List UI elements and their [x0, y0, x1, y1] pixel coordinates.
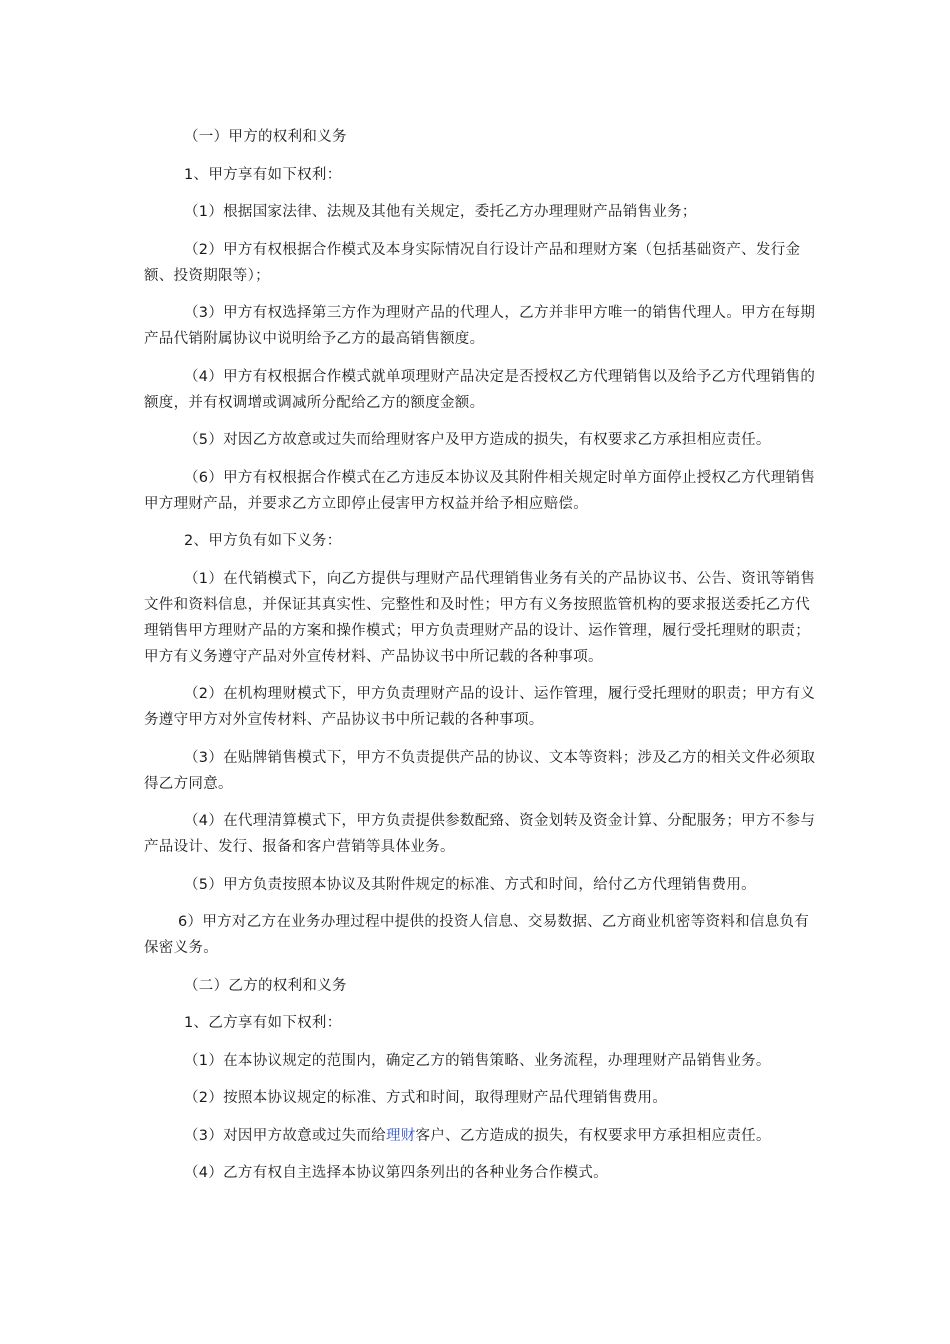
- clause-a-duty-4: （4）在代理清算模式下，甲方负责提供参数配臵、资金划转及资金计算、分配服务；甲方不参与产品设计、发行、报备和客户营销等具体业务。: [144, 813, 816, 855]
- licai-link[interactable]: 理财: [385, 1127, 416, 1144]
- clause-a-right-1: （1）根据国家法律、法规及其他有关规定，委托乙方办理理财产品销售业务；: [184, 204, 697, 220]
- document-page: [144, 124, 820, 1198]
- clause-a-duty-5: （5）甲方负责按照本协议及其附件规定的标准、方式和时间，给付乙方代理销售费用。: [184, 876, 756, 893]
- clause-a-right-5: （5）对因乙方故意或过失而给理财客户及甲方造成的损失，有权要求乙方承担相应责任。: [184, 432, 771, 448]
- section-heading-party-a: （一）甲方的权利和义务: [184, 129, 347, 145]
- subheading-party-b-rights: 1、乙方享有如下权利：: [184, 1015, 342, 1031]
- clause-a-right-2: （2）甲方有权根据合作模式及本身实际情况自行设计产品和理财方案（包括基础资产、发行金额、投资期限等）；: [144, 241, 801, 284]
- clause-a-duty-1: （1）在代销模式下，向乙方提供与理财产品代理销售业务有关的产品协议书、公告、资讯等销售文件和资料信息，并保证其真实性、完整性和及时性；甲方有义务按照监管机构的要求报送委托乙方代理销售甲方理财产品的方案和操作模式；甲方负责理财产品的设计、运作管理，履行受托理财的职责；甲方有义务遵守产品对外宣传材料、产品协议书中所记载的各种事项。: [144, 570, 816, 665]
- clause-b-right-3: [144, 1123, 820, 1149]
- clause-a-duty-2: （2）在机构理财模式下，甲方负责理财产品的设计、运作管理，履行受托理财的职责；甲方有义务遵守甲方对外宣传材料、产品协议书中所记载的各种事项。: [144, 686, 816, 728]
- clause-a-right-4: （4）甲方有权根据合作模式就单项理财产品决定是否授权乙方代理销售以及给予乙方代理销售的额度，并有权调增或调减所分配给乙方的额度金额。: [144, 368, 816, 411]
- clause-a-right-6: （6）甲方有权根据合作模式在乙方违反本协议及其附件相关规定时单方面停止授权乙方代理销售甲方理财产品，并要求乙方立即停止侵害甲方权益并给予相应赔偿。: [144, 469, 816, 512]
- subheading-party-a-duties: 2、甲方负有如下义务：: [184, 533, 342, 549]
- clause-b-right-4: （4）乙方有权自主选择本协议第四条列出的各种业务合作模式。: [184, 1165, 608, 1181]
- section-heading-party-b: （二）乙方的权利和义务: [184, 977, 347, 994]
- clause-b-right-3-before: （3）对因甲方故意或过失而给: [184, 1127, 386, 1144]
- clause-a-duty-3: （3）在贴牌销售模式下，甲方不负责提供产品的协议、文本等资料；涉及乙方的相关文件必须取得乙方同意。: [144, 749, 816, 792]
- clause-b-right-3-after: 客户、乙方造成的损失，有权要求甲方承担相应责任。: [415, 1127, 771, 1144]
- clause-a-right-3: （3）甲方有权选择第三方作为理财产品的代理人，乙方并非甲方唯一的销售代理人。甲方在每期产品代销附属协议中说明给予乙方的最高销售额度。: [144, 305, 816, 347]
- clause-b-right-1: （1）在本协议规定的范围内，确定乙方的销售策略、业务流程，办理理财产品销售业务。: [184, 1052, 771, 1069]
- clause-a-duty-6: 6）甲方对乙方在业务办理过程中提供的投资人信息、交易数据、乙方商业机密等资料和信息负有保密义务。: [144, 914, 810, 956]
- subheading-party-a-rights: 1、甲方享有如下权利：: [184, 166, 342, 183]
- clause-b-right-2: （2）按照本协议规定的标准、方式和时间，取得理财产品代理销售费用。: [184, 1090, 668, 1106]
